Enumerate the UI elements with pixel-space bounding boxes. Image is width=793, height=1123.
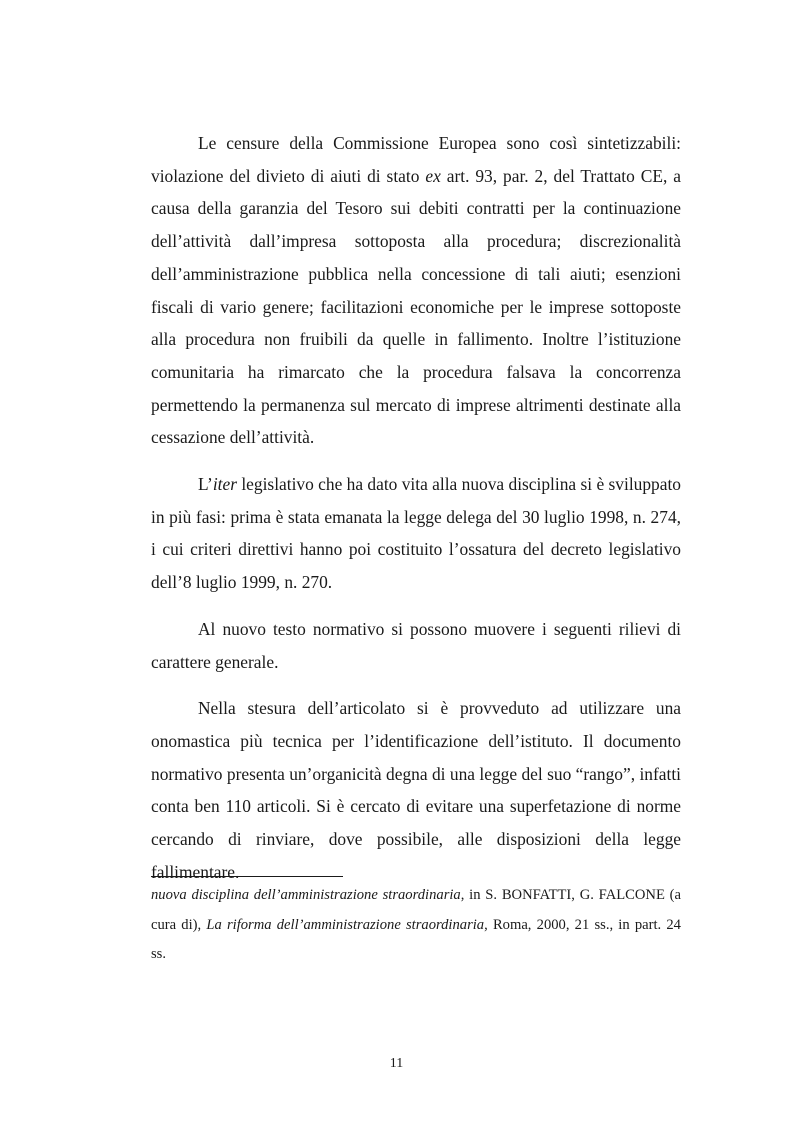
italic-term-iter: iter [212, 474, 237, 495]
text-run: L’ [198, 474, 213, 495]
italic-term-ex: ex [425, 165, 441, 186]
text-run: , Roma, 2000, 21 ss., in part. 24 ss. [151, 916, 681, 962]
paragraph-articolato [151, 692, 681, 888]
page-number: 11 [389, 1056, 404, 1071]
text-run: Al nuovo testo normativo si possono muovere i seguenti rilievi di carattere generale. [151, 618, 681, 672]
text-run: , in S. BONFATTI, G. FALCONE (a cura di), [151, 887, 681, 933]
text-run: Nella stesura dell’articolato si è provveduto ad utilizzare una onomastica più tecnica per l’identificazione dell’istituto. Il documento normativo presenta un’organicità degna di una legge del suo “rango”, infatti conta ben 110 articoli. Si è cercato di evitare una superfetazione di norme cercando di rinviare, dove possibile, alle disposizioni della legge fallimentare. [151, 698, 681, 882]
footnote-italic-title: nuova disciplina dell’amministrazione straordinaria [151, 887, 461, 903]
footnote-italic-book-title: La riforma dell’amministrazione straordinaria [206, 916, 485, 933]
paragraph-rilievi [151, 613, 681, 678]
text-run: Le censure della Commissione Europea sono così sintetizzabili: violazione del divieto di aiuti di stato [151, 133, 681, 186]
body-text [151, 127, 681, 902]
text-run: legislativo che ha dato vita alla nuova disciplina si è sviluppato in più fasi: prima è stata emanata la legge delega del 30 luglio 1998, n. 274, i cui criteri direttivi hanno poi costituito l’ossatura del decreto legislativo dell’8 luglio 1999, n. 270. [151, 474, 681, 593]
paragraph-iter [151, 468, 681, 599]
text-run: art. 93, par. 2, del Trattato CE, a causa della garanzia del Tesoro sui debiti contratti per la continuazione dell’attività dall’impresa sottoposta alla procedura; discrezionalità dell’amministrazione pubblica nella concessione di tali aiuti; esenzioni fiscali di vario genere; facilitazioni economiche per le imprese sottoposte alla procedura non fruibili da quelle in fallimento. Inoltre l’istituzione comunitaria ha rimarcato che la procedura falsava la concorrenza permettendo la permanenza sul mercato di imprese altrimenti destinate alla cessazione dell’attività. [151, 165, 681, 448]
footnote [151, 881, 681, 970]
paragraph-censure [151, 127, 681, 454]
footnote-text [151, 881, 681, 970]
footnote-separator [151, 876, 343, 877]
